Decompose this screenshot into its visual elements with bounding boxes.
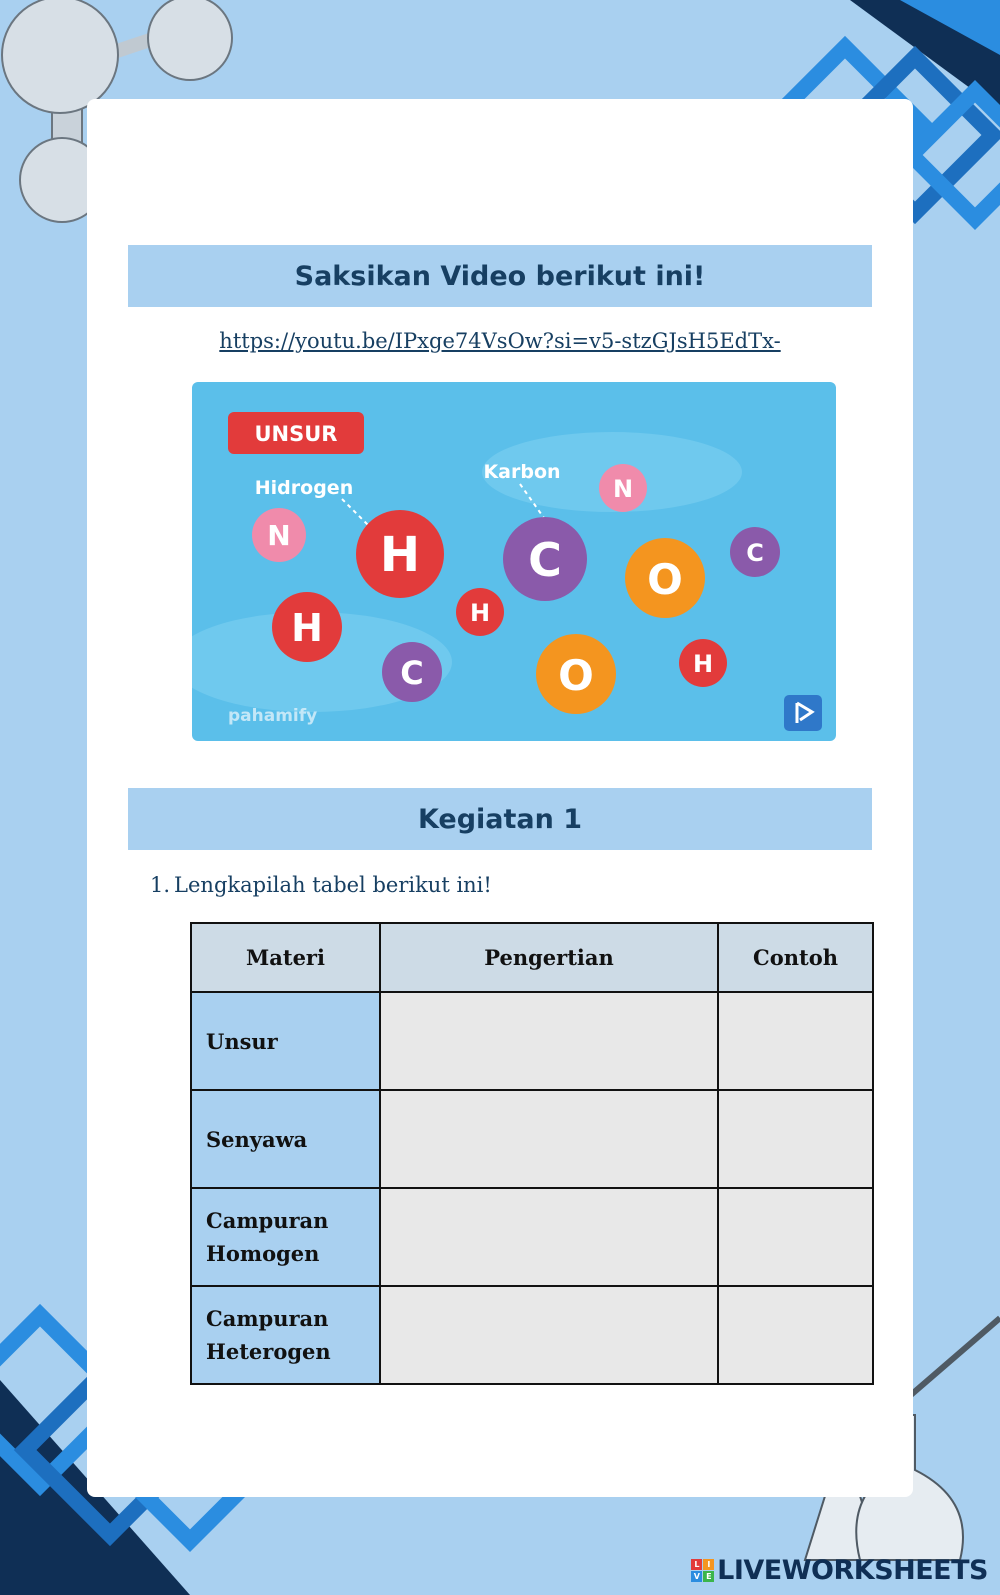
svg-text:O: O (558, 651, 594, 700)
svg-text:C: C (746, 539, 764, 567)
badge-letter: E (703, 1571, 714, 1582)
video-link[interactable]: https://youtu.be/IPxge74VsOw?si=v5-stzGJsH5EdTx- (219, 329, 781, 353)
header-materi: Materi (191, 923, 380, 992)
contoh-input[interactable] (718, 992, 873, 1090)
pahamify-watermark: pahamify (228, 706, 318, 726)
pengertian-input[interactable] (380, 1090, 718, 1188)
table-row (191, 1188, 873, 1286)
play-icon[interactable] (784, 695, 822, 731)
svg-text:N: N (267, 519, 291, 552)
svg-text:C: C (528, 533, 562, 587)
atom-c (730, 527, 780, 577)
header-contoh: Contoh (718, 923, 873, 992)
row-label-line: Campuran (206, 1208, 329, 1233)
atom-n (252, 508, 306, 562)
brand-name: LIVEWORKSHEETS (717, 1555, 988, 1586)
row-label-line: Unsur (206, 1028, 278, 1054)
atom-c (503, 517, 587, 601)
svg-text:H: H (379, 527, 421, 583)
row-label-line: Homogen (206, 1241, 320, 1266)
liveworksheets-logo[interactable] (691, 1555, 988, 1586)
row-label-line: Heterogen (206, 1339, 331, 1364)
label-hidrogen: Hidrogen (254, 477, 354, 499)
row-label (191, 992, 380, 1090)
materi-table (190, 922, 874, 1385)
atom-o (625, 538, 705, 618)
svg-text:N: N (612, 475, 634, 503)
contoh-input[interactable] (718, 1188, 873, 1286)
instruction-number: 1. (150, 873, 171, 897)
svg-text:C: C (400, 654, 424, 692)
svg-text:H: H (469, 599, 491, 627)
row-label (191, 1188, 380, 1286)
svg-text:H: H (291, 606, 323, 650)
label-karbon: Karbon (483, 461, 561, 483)
table-row (191, 992, 873, 1090)
svg-text:H: H (692, 650, 714, 678)
atom-h (356, 510, 444, 598)
pengertian-input[interactable] (380, 992, 718, 1090)
row-label (191, 1286, 380, 1384)
badge-letter: I (703, 1559, 714, 1570)
instruction (150, 873, 492, 897)
contoh-input[interactable] (718, 1286, 873, 1384)
video-heading: Saksikan Video berikut ini! (128, 245, 872, 307)
table-row (191, 1286, 873, 1384)
contoh-input[interactable] (718, 1090, 873, 1188)
atom-n (599, 464, 647, 512)
atom-o (536, 634, 616, 714)
pengertian-input[interactable] (380, 1286, 718, 1384)
table-header-row (191, 923, 873, 992)
row-label-line: Senyawa (206, 1126, 308, 1152)
row-label-line: Campuran (206, 1306, 329, 1331)
badge-letter: L (691, 1559, 702, 1570)
pengertian-input[interactable] (380, 1188, 718, 1286)
svg-text:O: O (647, 555, 683, 604)
instruction-text: Lengkapilah tabel berikut ini! (174, 873, 492, 897)
activity-heading: Kegiatan 1 (128, 788, 872, 850)
atom-h (272, 592, 342, 662)
video-thumbnail[interactable] (192, 382, 836, 741)
row-label (191, 1090, 380, 1188)
badge-letter: V (691, 1571, 702, 1582)
svg-text:UNSUR: UNSUR (254, 422, 338, 446)
live-badge-icon (691, 1559, 714, 1582)
header-pengertian: Pengertian (380, 923, 718, 992)
table-row (191, 1090, 873, 1188)
atom-h (456, 588, 504, 636)
atom-h (679, 639, 727, 687)
atom-c (382, 642, 442, 702)
unsur-tag (228, 412, 364, 454)
